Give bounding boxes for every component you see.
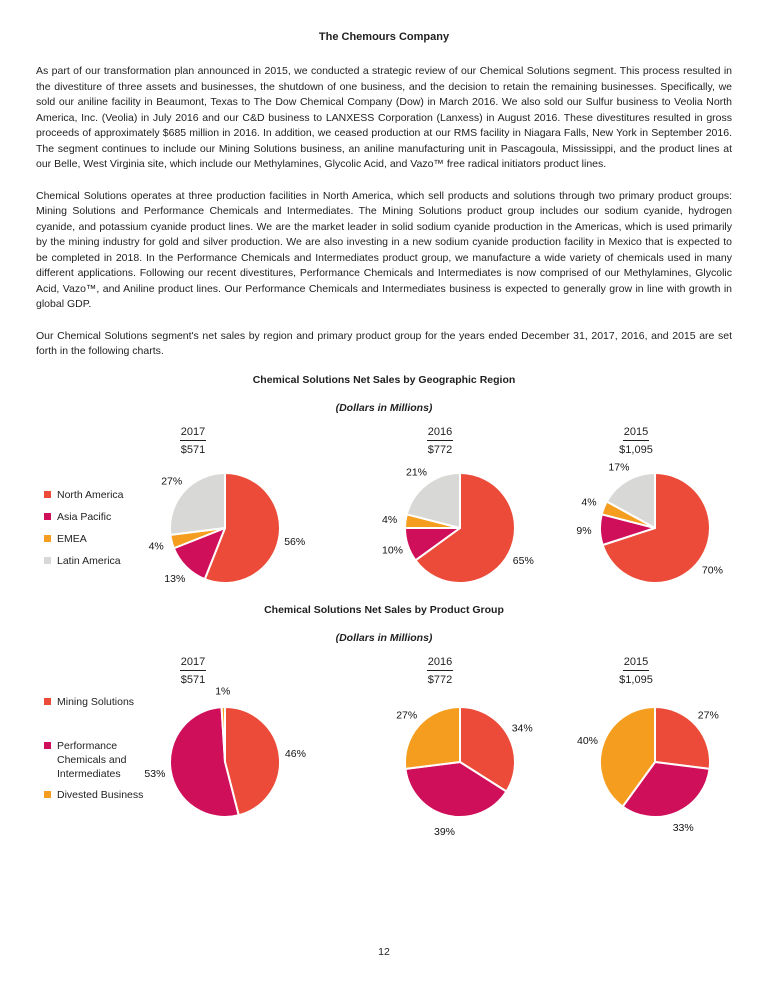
pie-chart bbox=[120, 677, 330, 847]
legend-swatch-icon bbox=[44, 513, 51, 520]
legend-label: North America bbox=[57, 488, 124, 501]
pie-percent-label: 21% bbox=[405, 466, 428, 479]
legend-label: Latin America bbox=[57, 554, 121, 567]
legend-label: EMEA bbox=[57, 532, 87, 545]
pie-product-2016 bbox=[355, 677, 565, 847]
pie-percent-label: 10% bbox=[381, 544, 404, 557]
pie-percent-label: 27% bbox=[697, 709, 719, 722]
pie-chart bbox=[550, 443, 760, 613]
pie-chart bbox=[120, 443, 330, 613]
pie-percent-label: 13% bbox=[164, 572, 186, 585]
year-label: 2015 bbox=[623, 655, 649, 671]
year-total: $1,095 bbox=[619, 443, 653, 456]
pie-percent-label: 27% bbox=[161, 475, 183, 488]
pie-percent-label: 33% bbox=[672, 821, 694, 834]
pie-product-2015 bbox=[550, 677, 760, 847]
year-total: $1,095 bbox=[619, 673, 653, 686]
legend-label: Performance Chemicals and Intermediates bbox=[57, 739, 127, 780]
year-total: $571 bbox=[180, 443, 206, 456]
paragraph-1: As part of our transformation plan announced in 2015, we conducted a strategic review of our Chemical Solutions segment. This process resulted in the divestiture of three assets and businesses, the shutdown of one business, and the decision to retain the remaining businesses. Specifically, we sold our aniline facility in Beaumont, Texas to The Dow Chemical Company (Dow) in March 2016. We also sold our Sulfur business to Veolia North America, Inc. (Veolia) in July 2016 and our C&D business to LANXESS Corporation (Lanxess) in August 2016. These divestitures resulted in gross proceeds of approximately $685 million in 2016. In addition, we ceased production at our RMS facility in Niagara Falls, New York in September 2016. The segment continues to include our Mining Solutions business, an aniline manufacturing unit in Pascagoula, Mississippi, and the product lines at our Belle, West Virginia site, which include our Methylamines, Glycolic Acid, and Vazo™ free radical initiators product lines. bbox=[36, 65, 732, 170]
year-label: 2017 bbox=[180, 425, 206, 441]
chart-canvas bbox=[0, 415, 768, 600]
pie-percent-label: 17% bbox=[608, 461, 630, 474]
pie-percent-label: 70% bbox=[701, 563, 723, 576]
net-sales-by-product-group-chart bbox=[0, 604, 768, 870]
pie-percent-label: 40% bbox=[576, 734, 599, 747]
page-number: 12 bbox=[378, 946, 390, 958]
year-label: 2017 bbox=[180, 655, 206, 671]
net-sales-by-region-chart bbox=[0, 374, 768, 600]
pie-percent-label: 4% bbox=[382, 513, 398, 526]
legend-swatch-icon bbox=[44, 742, 51, 749]
pie-region-2016 bbox=[355, 443, 565, 613]
year-label: 2015 bbox=[623, 425, 649, 441]
paragraph-2: Chemical Solutions operates at three production facilities in North America, which sell products and solutions through two primary product groups: Mining Solutions and Performance Chemicals and Intermediates. The Mining Solutions product group includes our sodium cyanide, hydrogen cyanide, and potassium cyanide product lines. We are the market leader in solid sodium cyanide production in the Americas, which is used primarily by the mining industry for gold and silver production. We are also investing in a new sodium cyanide production facility in Mexico that is expected to be completed in 2018. In the Performance Chemicals and Intermediates product group, we manufacture a wide variety of chemicals used in many different applications. Following our recent divestitures, Performance Chemicals and Intermediates is now comprised of our Methylamines, Glycolic Acid, Vazo™, and Aniline product lines. Our Performance Chemicals and Intermediates business is expected to generally grow in line with growth in global GDP. bbox=[36, 189, 732, 310]
chart-subtitle: (Dollars in Millions) bbox=[335, 631, 433, 644]
pie-percent-label: 4% bbox=[148, 539, 164, 552]
year-total: $772 bbox=[427, 673, 453, 686]
legend-label: Divested Business bbox=[57, 788, 144, 801]
year-label: 2016 bbox=[427, 425, 453, 441]
pie-chart bbox=[355, 443, 565, 613]
year-label: 2016 bbox=[427, 655, 453, 671]
chart-subtitle: (Dollars in Millions) bbox=[335, 401, 433, 414]
pie-percent-label: 39% bbox=[433, 825, 456, 838]
pie-percent-label: 46% bbox=[284, 747, 306, 760]
year-total: $772 bbox=[427, 443, 453, 456]
paragraph-3: Our Chemical Solutions segment's net sales by region and primary product group for the years ended December 31, 2017, 2016, and 2015 are set forth in the following charts. bbox=[36, 329, 732, 357]
year-total: $571 bbox=[180, 673, 206, 686]
legend-label: Mining Solutions bbox=[57, 695, 135, 708]
pie-region-2015 bbox=[550, 443, 760, 613]
legend-swatch-icon bbox=[44, 557, 51, 564]
legend-swatch-icon bbox=[44, 698, 51, 705]
chart-title: Chemical Solutions Net Sales by Product Group bbox=[264, 603, 504, 616]
chart-canvas bbox=[0, 645, 768, 870]
legend-swatch-icon bbox=[44, 535, 51, 542]
pie-percent-label: 34% bbox=[511, 721, 533, 734]
pie-product-2017 bbox=[120, 677, 330, 847]
legend-label: Asia Pacific bbox=[57, 510, 112, 523]
pie-chart bbox=[355, 677, 565, 847]
pie-percent-label: 4% bbox=[581, 496, 597, 509]
pie-percent-label: 56% bbox=[284, 535, 306, 548]
pie-region-2017 bbox=[120, 443, 330, 613]
document-title: The Chemours Company bbox=[318, 31, 450, 43]
legend-swatch-icon bbox=[44, 791, 51, 798]
pie-percent-label: 9% bbox=[576, 524, 592, 537]
pie-percent-label: 1% bbox=[215, 685, 231, 698]
pie-chart bbox=[550, 677, 760, 847]
legend-swatch-icon bbox=[44, 491, 51, 498]
pie-percent-label: 27% bbox=[396, 709, 418, 722]
chart-title: Chemical Solutions Net Sales by Geographic Region bbox=[252, 373, 516, 386]
pie-percent-label: 53% bbox=[144, 767, 166, 780]
pie-percent-label: 65% bbox=[512, 554, 534, 567]
